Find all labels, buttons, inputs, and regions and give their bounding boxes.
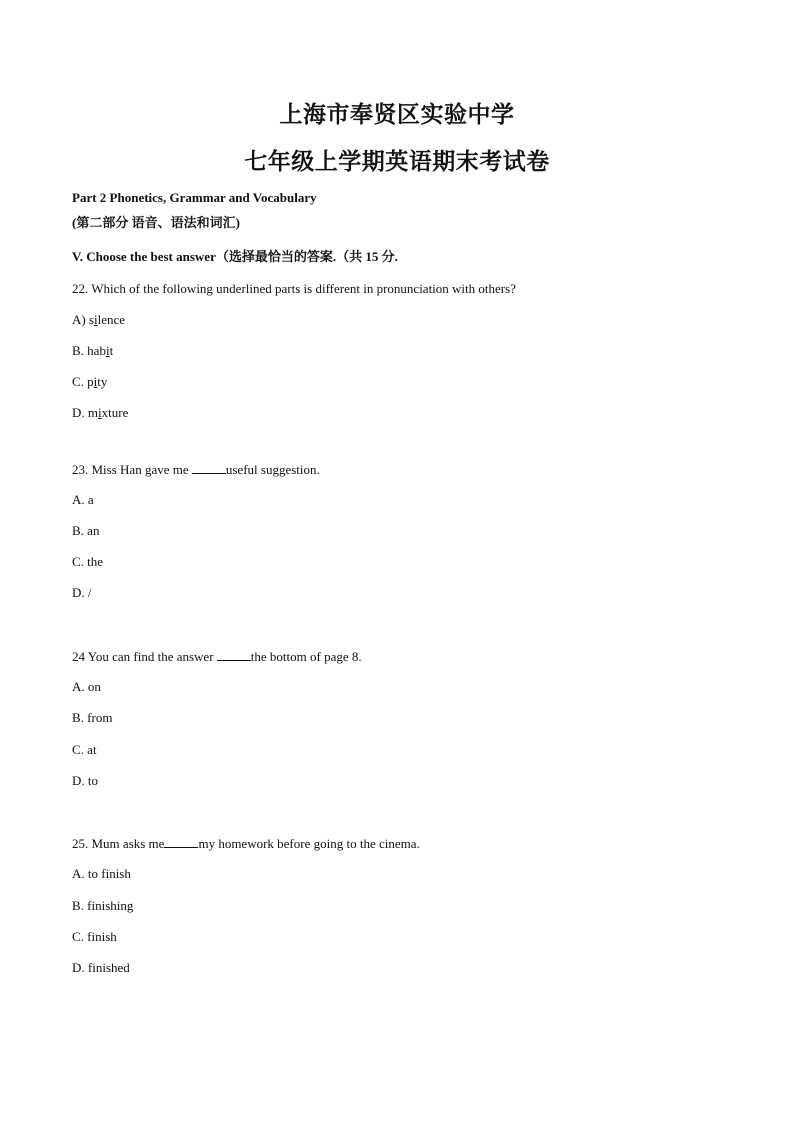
underlined-letter: i <box>98 405 102 420</box>
question-25-option-b[interactable]: B. finishing <box>72 898 134 913</box>
question-25-stem <box>72 835 420 852</box>
question-22-option-a[interactable] <box>72 312 125 328</box>
question-22-option-b[interactable] <box>72 343 113 359</box>
question-24-option-a[interactable]: A. on <box>72 679 101 694</box>
stem-text: the bottom of page 8. <box>250 649 362 664</box>
question-25-option-a[interactable]: A. to finish <box>72 866 131 881</box>
option-text: ty <box>97 374 108 389</box>
answer-blank <box>217 648 251 661</box>
option-text: t <box>109 343 114 358</box>
question-24-stem <box>72 648 362 665</box>
option-text: A) s <box>72 312 95 327</box>
option-text: B. hab <box>72 343 106 358</box>
question-23-option-c[interactable]: C. the <box>72 554 104 569</box>
question-24-option-d[interactable]: D. to <box>72 773 98 788</box>
question-22-option-d[interactable] <box>72 405 128 421</box>
question-25-option-d[interactable]: D. finished <box>72 960 130 975</box>
option-text: lence <box>97 312 126 327</box>
exam-title: 七年级上学期英语期末考试卷 <box>244 149 550 174</box>
question-23-option-d[interactable]: D. / <box>72 585 92 600</box>
stem-text: 23. Miss Han gave me <box>72 462 192 477</box>
stem-text: my homework before going to the cinema. <box>198 836 420 851</box>
option-text: D. m <box>72 405 98 420</box>
question-24-option-b[interactable]: B. from <box>72 710 113 725</box>
underlined-letter: i <box>105 343 110 358</box>
school-title: 上海市奉贤区实验中学 <box>279 102 515 127</box>
stem-text: useful suggestion. <box>225 462 320 477</box>
question-22-option-c[interactable] <box>72 374 107 390</box>
question-24-option-c[interactable]: C. at <box>72 742 97 757</box>
stem-text: 24 You can find the answer <box>72 649 217 664</box>
part-title: Part 2 Phonetics, Grammar and Vocabulary <box>72 190 317 205</box>
underlined-letter: i <box>94 312 98 327</box>
option-text: C. p <box>72 374 94 389</box>
stem-text: 25. Mum asks me <box>72 836 165 851</box>
part-subtitle: (第二部分 语音、语法和词汇) <box>72 215 240 230</box>
question-25-option-c[interactable]: C. finish <box>72 929 117 944</box>
question-23-stem <box>72 461 320 478</box>
option-text: xture <box>101 405 129 420</box>
answer-blank <box>164 835 198 848</box>
question-22-stem: 22. Which of the following underlined parts is different in pronunciation with others? <box>72 281 516 296</box>
question-23-option-a[interactable]: A. a <box>72 492 94 507</box>
question-23-option-b[interactable]: B. an <box>72 523 100 538</box>
underlined-letter: i <box>93 374 98 389</box>
answer-blank <box>192 461 226 474</box>
section-heading: V. Choose the best answer（选择最恰当的答案.（共 15 分. <box>72 249 398 264</box>
